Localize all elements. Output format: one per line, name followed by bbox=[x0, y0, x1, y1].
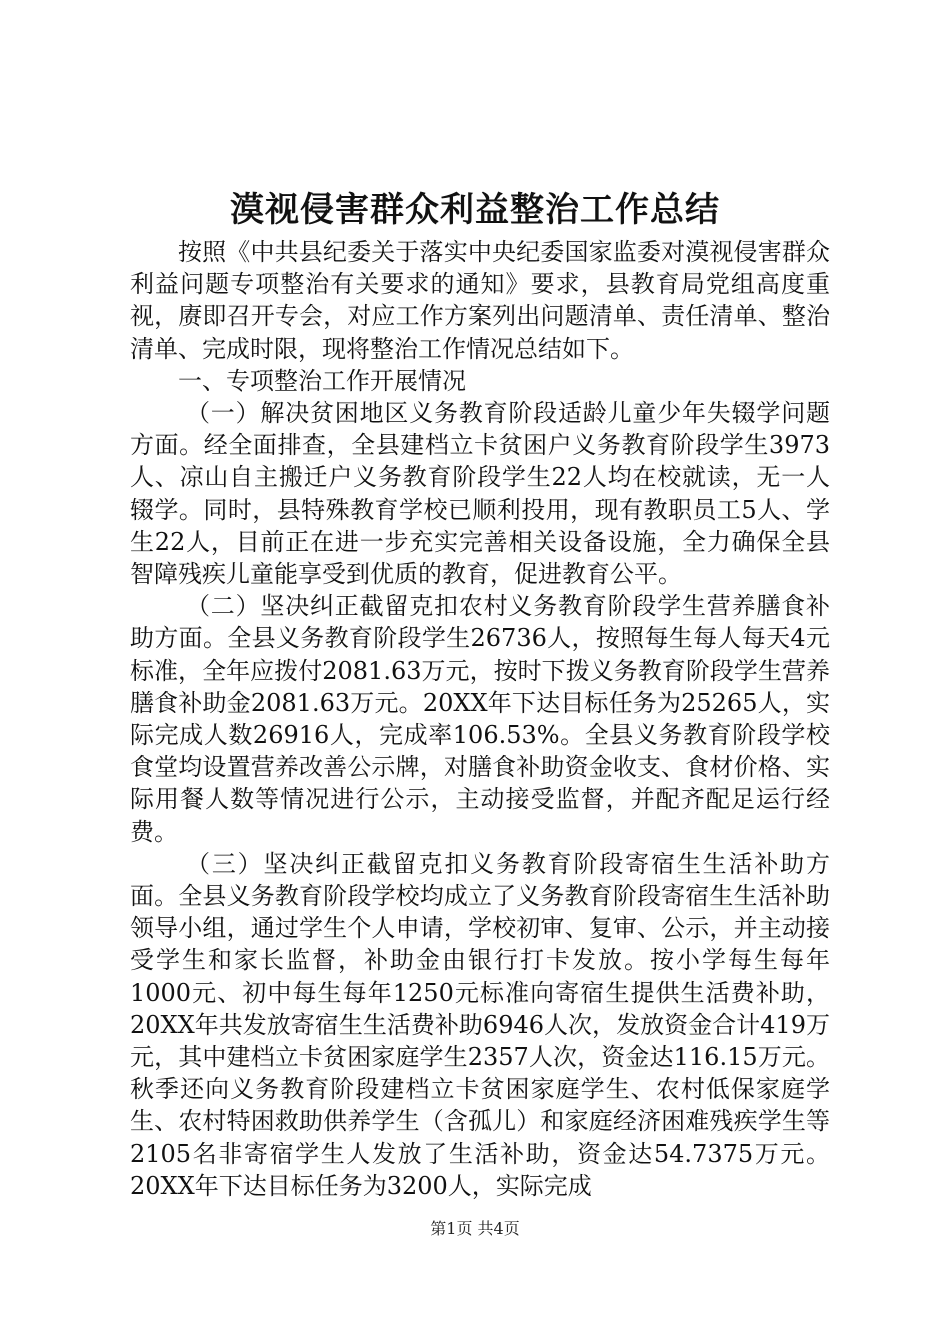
document-title: 漠视侵害群众利益整治工作总结 bbox=[230, 190, 720, 230]
intro-paragraph: 按照《中共县纪委关于落实中央纪委国家监委对漠视侵害群众利益问题专项整治有关要求的通知》要求，县教育局党组高度重视，赓即召开专会，对应工作方案列出问题清单、责任清单、整治清单、完成时限，现将整治工作情况总结如下。 bbox=[130, 238, 830, 363]
section-1-paragraph: （一）解决贫困地区义务教育阶段适龄儿童少年失辍学问题方面。经全面排查，全县建档立卡贫困户义务教育阶段学生3973人、凉山自主搬迁户义务教育阶段学生22人均在校就读，无一人辍学。同时，县特殊教育学校已顺利投用，现有教职员工5人、学生22人，目前正在进一步充实完善相关设备设施，全力确保全县智障残疾儿童能享受到优质的教育，促进教育公平。 bbox=[130, 399, 830, 589]
section-heading: 一、专项整治工作开展情况 bbox=[178, 366, 466, 395]
document-body bbox=[130, 236, 830, 1202]
page-number-footer: 第1页 共4页 bbox=[430, 1219, 520, 1238]
section-3-paragraph: （三）坚决纠正截留克扣义务教育阶段寄宿生生活补助方面。全县义务教育阶段学校均成立了义务教育阶段寄宿生生活补助领导小组，通过学生个人申请，学校初审、复审、公示，并主动接受学生和家长监督，补助金由银行打卡发放。按小学每生每年1000元、初中每生每年1250元标准向寄宿生提供生活费补助，20XX年共发放寄宿生生活费补助6946人次，发放资金合计419万元，其中建档立卡贫困家庭学生2357人次，资金达116.15万元。秋季还向义务教育阶段建档立卡贫困家庭学生、农村低保家庭学生、农村特困救助供养学生（含孤儿）和家庭经济困难残疾学生等2105名非寄宿学生人发放了生活补助，资金达54.7375万元。20XX年下达目标任务为3200人，实际完成 bbox=[130, 849, 830, 1200]
section-2-paragraph: （二）坚决纠正截留克扣农村义务教育阶段学生营养膳食补助方面。全县义务教育阶段学生26736人，按照每生每人每天4元标准，全年应拨付2081.63万元，按时下拨义务教育阶段学生营养膳食补助金2081.63万元。20XX年下达目标任务为25265人，实际完成人数26916人，完成率106.53%。全县义务教育阶段学校食堂均设置营养改善公示牌，对膳食补助资金收支、食材价格、实际用餐人数等情况进行公示，主动接受监督，并配齐配足运行经费。 bbox=[130, 592, 830, 846]
